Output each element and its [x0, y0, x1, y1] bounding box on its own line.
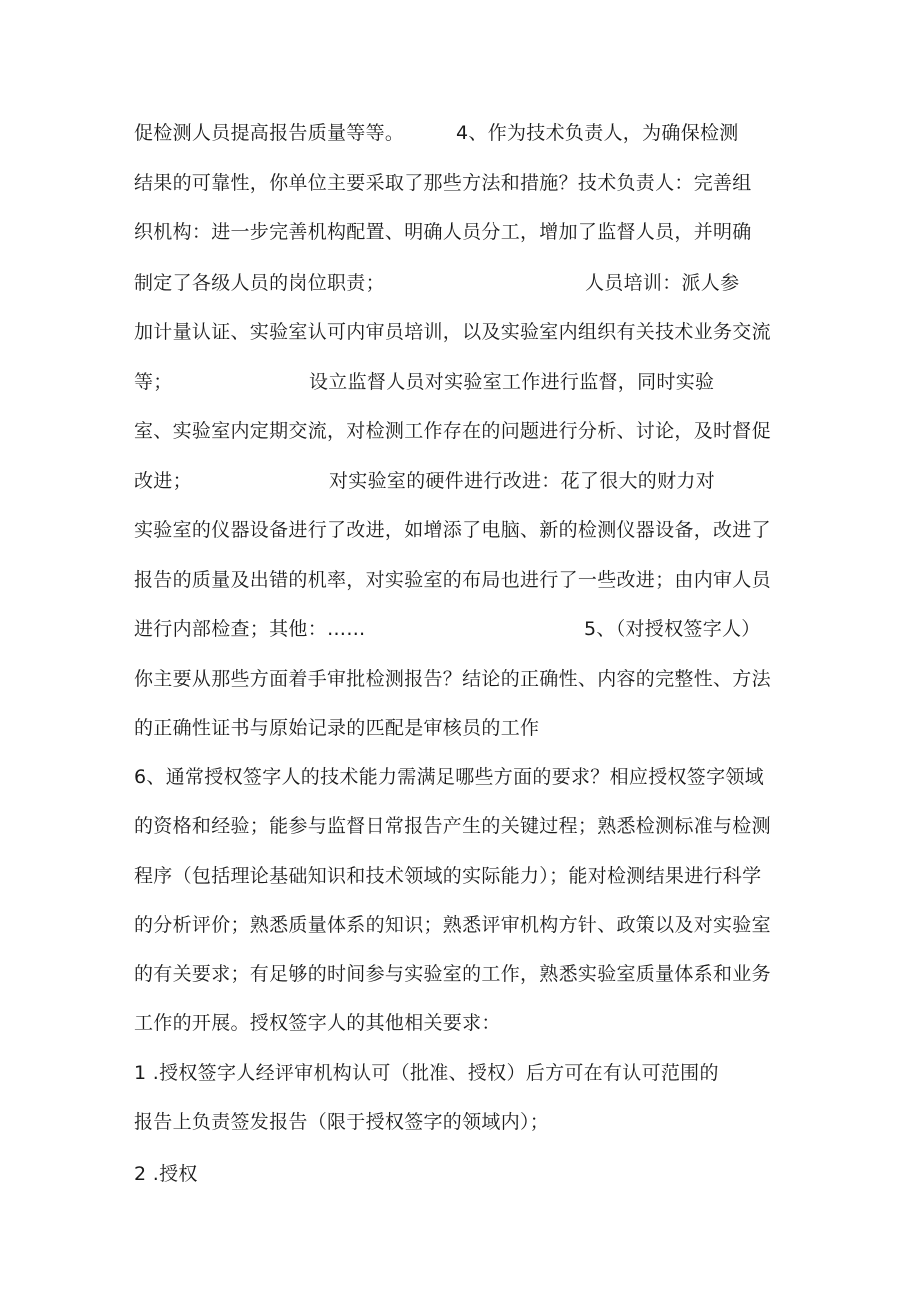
text-segment: 工作的开展。授权签字人的其他相关要求： — [134, 1012, 501, 1034]
text-segment: 对实验室的硬件进行改进：花了很大的财力对 — [329, 470, 716, 492]
text-segment: 室、实验室内定期交流，对检测工作存在的问题进行分析、讨论，及时督促 — [134, 420, 771, 442]
text-segment: 5、（对授权签字人） — [584, 618, 761, 640]
text-segment: 实验室的仪器设备进行了改进，如增添了电脑、新的检测仪器设备，改进了 — [134, 519, 771, 541]
text-segment: 进行内部检查；其他：…… — [134, 618, 366, 640]
text-segment: 人员培训：派人参 — [585, 272, 740, 294]
text-segment: 结果的可靠性，你单位主要采取了那些方法和措施？技术负责人：完善组 — [134, 172, 752, 194]
text-segment: 6、通常授权签字人的技术能力需满足哪些方面的要求？相应授权签字领域 — [134, 766, 764, 788]
text-segment: 4、作为技术负责人，为确保检测 — [456, 122, 739, 144]
text-segment: 设立监督人员对实验室工作进行监督，同时实验 — [309, 371, 715, 393]
text-segment: 等； — [134, 371, 173, 393]
text-segment: 2 .授权 — [134, 1163, 198, 1185]
text-segment: 的资格和经验；能参与监督日常报告产生的关键过程；熟悉检测标准与检测 — [134, 815, 771, 837]
text-segment: 改进； — [134, 470, 192, 492]
text-segment: 1 .授权签字人经评审机构认可（批准、授权）后方可在有认可范围的 — [134, 1062, 719, 1084]
text-segment: 制定了各级人员的岗位职责； — [134, 272, 385, 294]
text-segment: 你主要从那些方面着手审批检测报告？结论的正确性、内容的完整性、方法 — [134, 668, 771, 690]
text-segment: 的分析评价；熟悉质量体系的知识；熟悉评审机构方针、政策以及对实验室 — [134, 914, 771, 936]
text-segment: 程序（包括理论基础知识和技术领域的实际能力）；能对检测结果进行科学 — [134, 865, 762, 887]
text-segment: 报告上负责签发报告（限于授权签字的领域内）； — [134, 1111, 550, 1133]
text-segment: 的有关要求；有足够的时间参与实验室的工作，熟悉实验室质量体系和业务 — [134, 963, 771, 985]
text-segment: 促检测人员提高报告质量等等。 — [134, 122, 405, 144]
text-segment: 加计量认证、实验室认可内审员培训，以及实验室内组织有关技术业务交流 — [134, 321, 771, 343]
text-segment: 的正确性证书与原始记录的匹配是审核员的工作 — [134, 717, 540, 739]
text-segment: 织机构：进一步完善机构配置、明确人员分工，增加了监督人员，并明确 — [134, 221, 752, 243]
text-segment: 报告的质量及出错的机率，对实验室的布局也进行了一些改进；由内审人员 — [134, 569, 771, 591]
